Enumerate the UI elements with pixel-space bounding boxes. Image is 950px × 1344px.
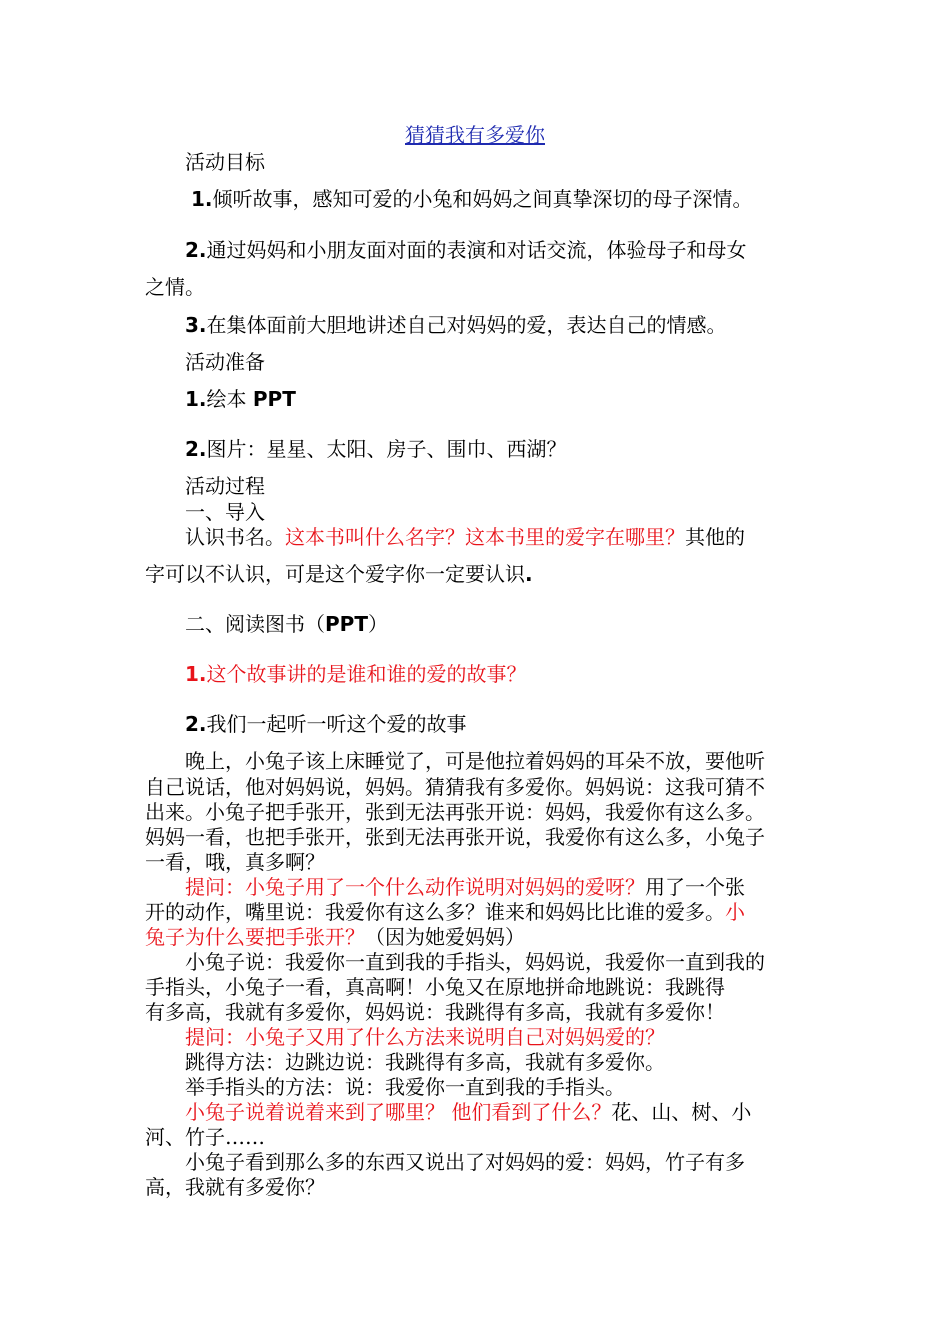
prep-heading: 活动准备: [185, 350, 265, 374]
goal-item-3: 3.在集体面前大胆地讲述自己对妈妈的爱，表达自己的情感。: [185, 313, 727, 337]
story3-line-2: 高，我就有多爱你？: [145, 1175, 325, 1199]
ask-line-1: 提问：小兔子用了一个什么动作说明对妈妈的爱呀？用了一个张: [185, 875, 745, 899]
section-intro-heading: 一、导入: [185, 500, 265, 524]
process-heading: 活动过程: [185, 474, 265, 498]
story-line-4: 妈妈一看，也把手张开，张到无法再张开说，我爱你有这么多，小兔子: [145, 825, 765, 849]
story2-line-1: 小兔子说：我爱你一直到我的手指头，妈妈说，我爱你一直到我的: [185, 950, 765, 974]
question-1: 1.这个故事讲的是谁和谁的爱的故事？: [185, 662, 527, 686]
ask3-line-1: 小兔子说着说着来到了哪里？ 他们看到了什么？花、山、树、小: [185, 1100, 752, 1124]
ask2-line: 提问：小兔子又用了什么方法来说明自己对妈妈爱的？: [185, 1025, 665, 1049]
section-reading-heading: 二、阅读图书（PPT）: [185, 612, 388, 636]
goals-heading: 活动目标: [185, 150, 265, 174]
story3-line-1: 小兔子看到那么多的东西又说出了对妈妈的爱：妈妈，竹子有多: [185, 1150, 745, 1174]
intro-line-2: 字可以不认识，可是这个爱字你一定要认识.: [145, 562, 533, 586]
method-jump: 跳得方法：边跳边说：我跳得有多高，我就有多爱你。: [185, 1050, 665, 1074]
story-line-1: 晚上，小兔子该上床睡觉了，可是他拉着妈妈的耳朵不放，要他听: [185, 749, 765, 773]
prep-item-1: 1.绘本 PPT: [185, 387, 296, 411]
intro-line-1: 认识书名。这本书叫什么名字？这本书里的爱字在哪里？其他的: [185, 525, 745, 549]
goal-item-1: 1.倾听故事，感知可爱的小兔和妈妈之间真挚深切的母子深情。: [191, 187, 753, 211]
story-line-5: 一看，哦，真多啊？: [145, 850, 325, 874]
ask-line-2: 开的动作，嘴里说：我爱你有这么多？谁来和妈妈比比谁的爱多。小: [145, 900, 745, 924]
story-line-3: 出来。小兔子把手张开，张到无法再张开说：妈妈，我爱你有这么多。: [145, 800, 765, 824]
ask3-line-2: 河、竹子……: [145, 1125, 265, 1149]
story2-line-2: 手指头，小兔子一看，真高啊！小兔又在原地拼命地跳说：我跳得: [145, 975, 725, 999]
document-title: [0, 122, 950, 148]
ask-line-3: 兔子为什么要把手张开？（因为她爱妈妈）: [145, 925, 525, 949]
prep-item-2: 2.图片：星星、太阳、房子、围巾、西湖？: [185, 437, 567, 461]
title-link[interactable]: 猜猜我有多爱你: [405, 123, 545, 147]
story-line-2: 自己说话，他对妈妈说，妈妈。猜猜我有多爱你。妈妈说：这我可猜不: [145, 775, 765, 799]
story2-line-3: 有多高，我就有多爱你，妈妈说：我跳得有多高，我就有多爱你！: [145, 1000, 725, 1024]
method-fingers: 举手指头的方法：说：我爱你一直到我的手指头。: [185, 1075, 625, 1099]
question-2: 2.我们一起听一听这个爱的故事: [185, 712, 467, 736]
goal-item-2-cont: 之情。: [145, 275, 205, 299]
goal-item-2: 2.通过妈妈和小朋友面对面的表演和对话交流，体验母子和母女: [185, 238, 747, 262]
